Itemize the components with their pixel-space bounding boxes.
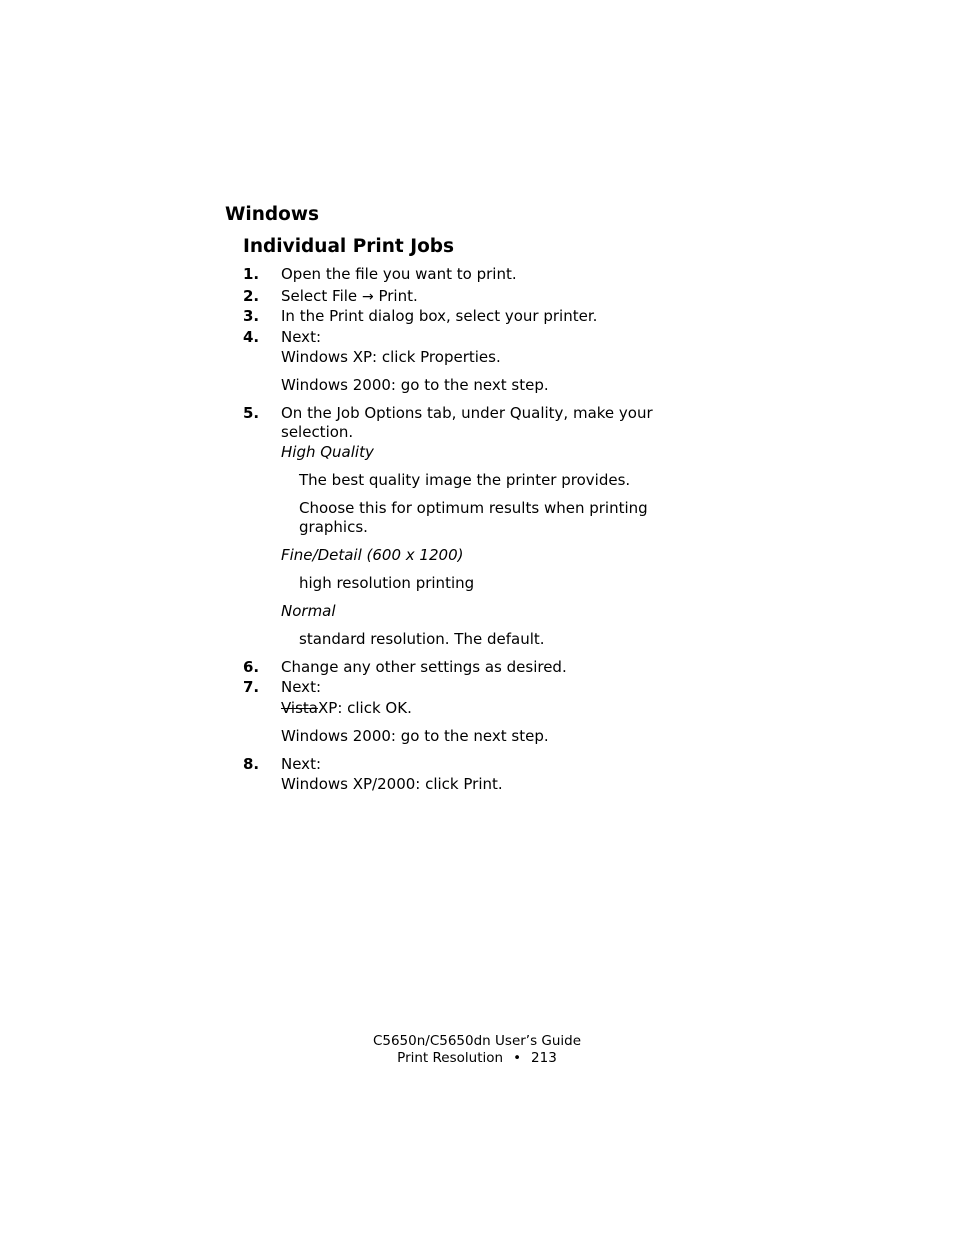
step-subtext: Windows 2000: go to the next step.	[281, 376, 549, 394]
option-description: Choose this for optimum results when printing	[299, 499, 648, 517]
arrow-right-icon: →	[361, 289, 374, 305]
step-subtext	[281, 699, 412, 718]
step-number: 2.	[243, 287, 260, 305]
option-name: Normal	[281, 602, 336, 620]
step-text: Next:	[281, 755, 321, 773]
section-title: Windows	[225, 204, 319, 225]
option-name: Fine/Detail (600 x 1200)	[281, 546, 464, 564]
option-description: graphics.	[299, 518, 368, 536]
step-text: Open the file you want to print.	[281, 265, 517, 283]
option-description: standard resolution. The default.	[299, 630, 545, 648]
option-description: high resolution printing	[299, 574, 475, 592]
step-number: 3.	[243, 307, 260, 325]
footer-section: Print Resolution	[397, 1050, 504, 1066]
step-text: On the Job Options tab, under Quality, make your	[281, 404, 653, 422]
step-text: In the Print dialog box, select your printer.	[281, 307, 598, 325]
option-name: High Quality	[281, 443, 374, 461]
step-text: Next:	[281, 678, 321, 696]
step-subtext: Windows XP/2000: click Print.	[281, 775, 503, 793]
step-number: 7.	[243, 678, 260, 696]
step-subtext: Windows XP: click Properties.	[281, 348, 501, 366]
bullet-icon: •	[513, 1050, 522, 1066]
step-number: 8.	[243, 755, 260, 773]
struck-text: Vista	[281, 699, 318, 717]
footer-guide-title: C5650n/C5650dn User’s Guide	[372, 1033, 582, 1049]
step-number: 6.	[243, 658, 260, 676]
step-number: 4.	[243, 328, 260, 346]
page-number: 213	[531, 1050, 557, 1066]
option-description: The best quality image the printer provides.	[299, 471, 631, 489]
step-text-after: Print.	[378, 287, 418, 305]
step-text	[281, 287, 418, 307]
step-text: Next:	[281, 328, 321, 346]
step-number: 5.	[243, 404, 260, 422]
step-subtext-rest: XP: click OK.	[318, 699, 412, 717]
step-text: Change any other settings as desired.	[281, 658, 567, 676]
step-text-before: Select File	[281, 287, 358, 305]
subsection-title: Individual Print Jobs	[243, 236, 455, 257]
step-text: selection.	[281, 423, 354, 441]
footer-page-info	[0, 1050, 954, 1067]
step-subtext: Windows 2000: go to the next step.	[281, 727, 549, 745]
step-number: 1.	[243, 265, 260, 283]
